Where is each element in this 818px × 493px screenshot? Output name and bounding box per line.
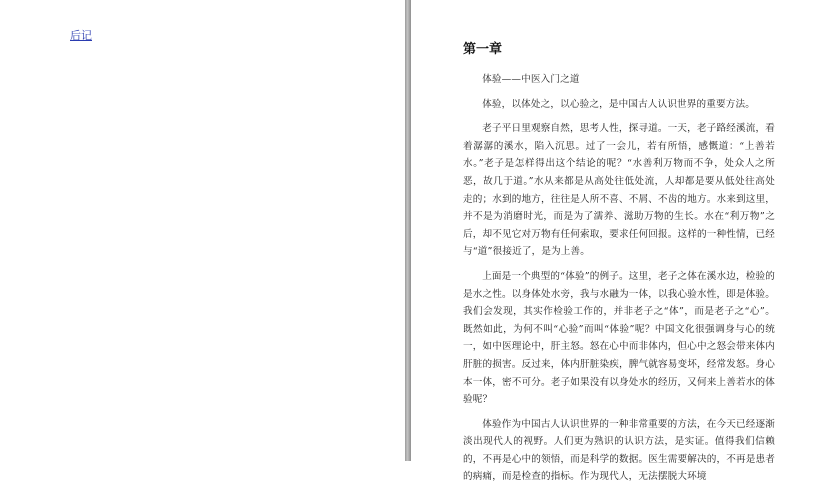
- left-pane: [0, 0, 405, 461]
- reading-pane: [411, 0, 818, 483]
- chapter-content: [463, 38, 775, 493]
- chapter-title: 第一章: [463, 42, 503, 57]
- paragraph: 体验作为中国古人认识世界的一种非常重要的方法，在今天已经逐渐淡出现代人的视野。人们更为熟识的认识方法，是实证。值得我们信赖的，不再是心中的领悟，而是科学的数据。医生需要解决的，不再是患者的病痛，而是检查的指标。作为现代人，无法摆脱大环境: [463, 418, 775, 483]
- section-heading: 体验——中医入门之道: [482, 74, 580, 85]
- paragraph: 体验，以体处之，以心验之，是中国古人认识世界的重要方法。: [482, 98, 756, 110]
- paragraph: 上面是一个典型的“体验”的例子。这里，老子之体在溪水边，检验的是水之性。以身体处水旁，我与水融为一体，以我心验水性，即是体验。我们会发现，其实作检验工作的，并非老子之“体”，而是老子之“心”。既然如此，为何不叫“心验”而叫“体验”呢？中国文化很强调身与心的统一，如中医理论中，肝主怒。怒在心中而非体内，但心中之怒会带来体内肝脏的损害。反过来，体内肝脏染疾，脾气就容易变坏，经常发怒。身心本一体，密不可分。老子如果没有以身处水的经历，又何来上善若水的体验呢？: [463, 270, 775, 406]
- afterword-link[interactable]: 后记: [70, 29, 92, 42]
- paragraph: 老子平日里观察自然，思考人性，探寻道。一天，老子路经溪流，看着潺潺的溪水，陷入沉思。过了一会儿，若有所悟，感慨道：“上善若水。”老子是怎样得出这个结论的呢？“水善利万物而不争，处众人之所恶，故几于道。”水从来都是从高处往低处流，人却都是要从低处往高处走的；水到的地方，往往是人所不喜、不屑、不齿的地方。水来到这里，并不是为消磨时光，而是为了濡养、滋助万物的生长。水在“利万物”之后，却不见它对万物有任何索取，要求任何回报。这样的一种性情，已经与“道”很接近了，是为上善。: [463, 123, 775, 258]
